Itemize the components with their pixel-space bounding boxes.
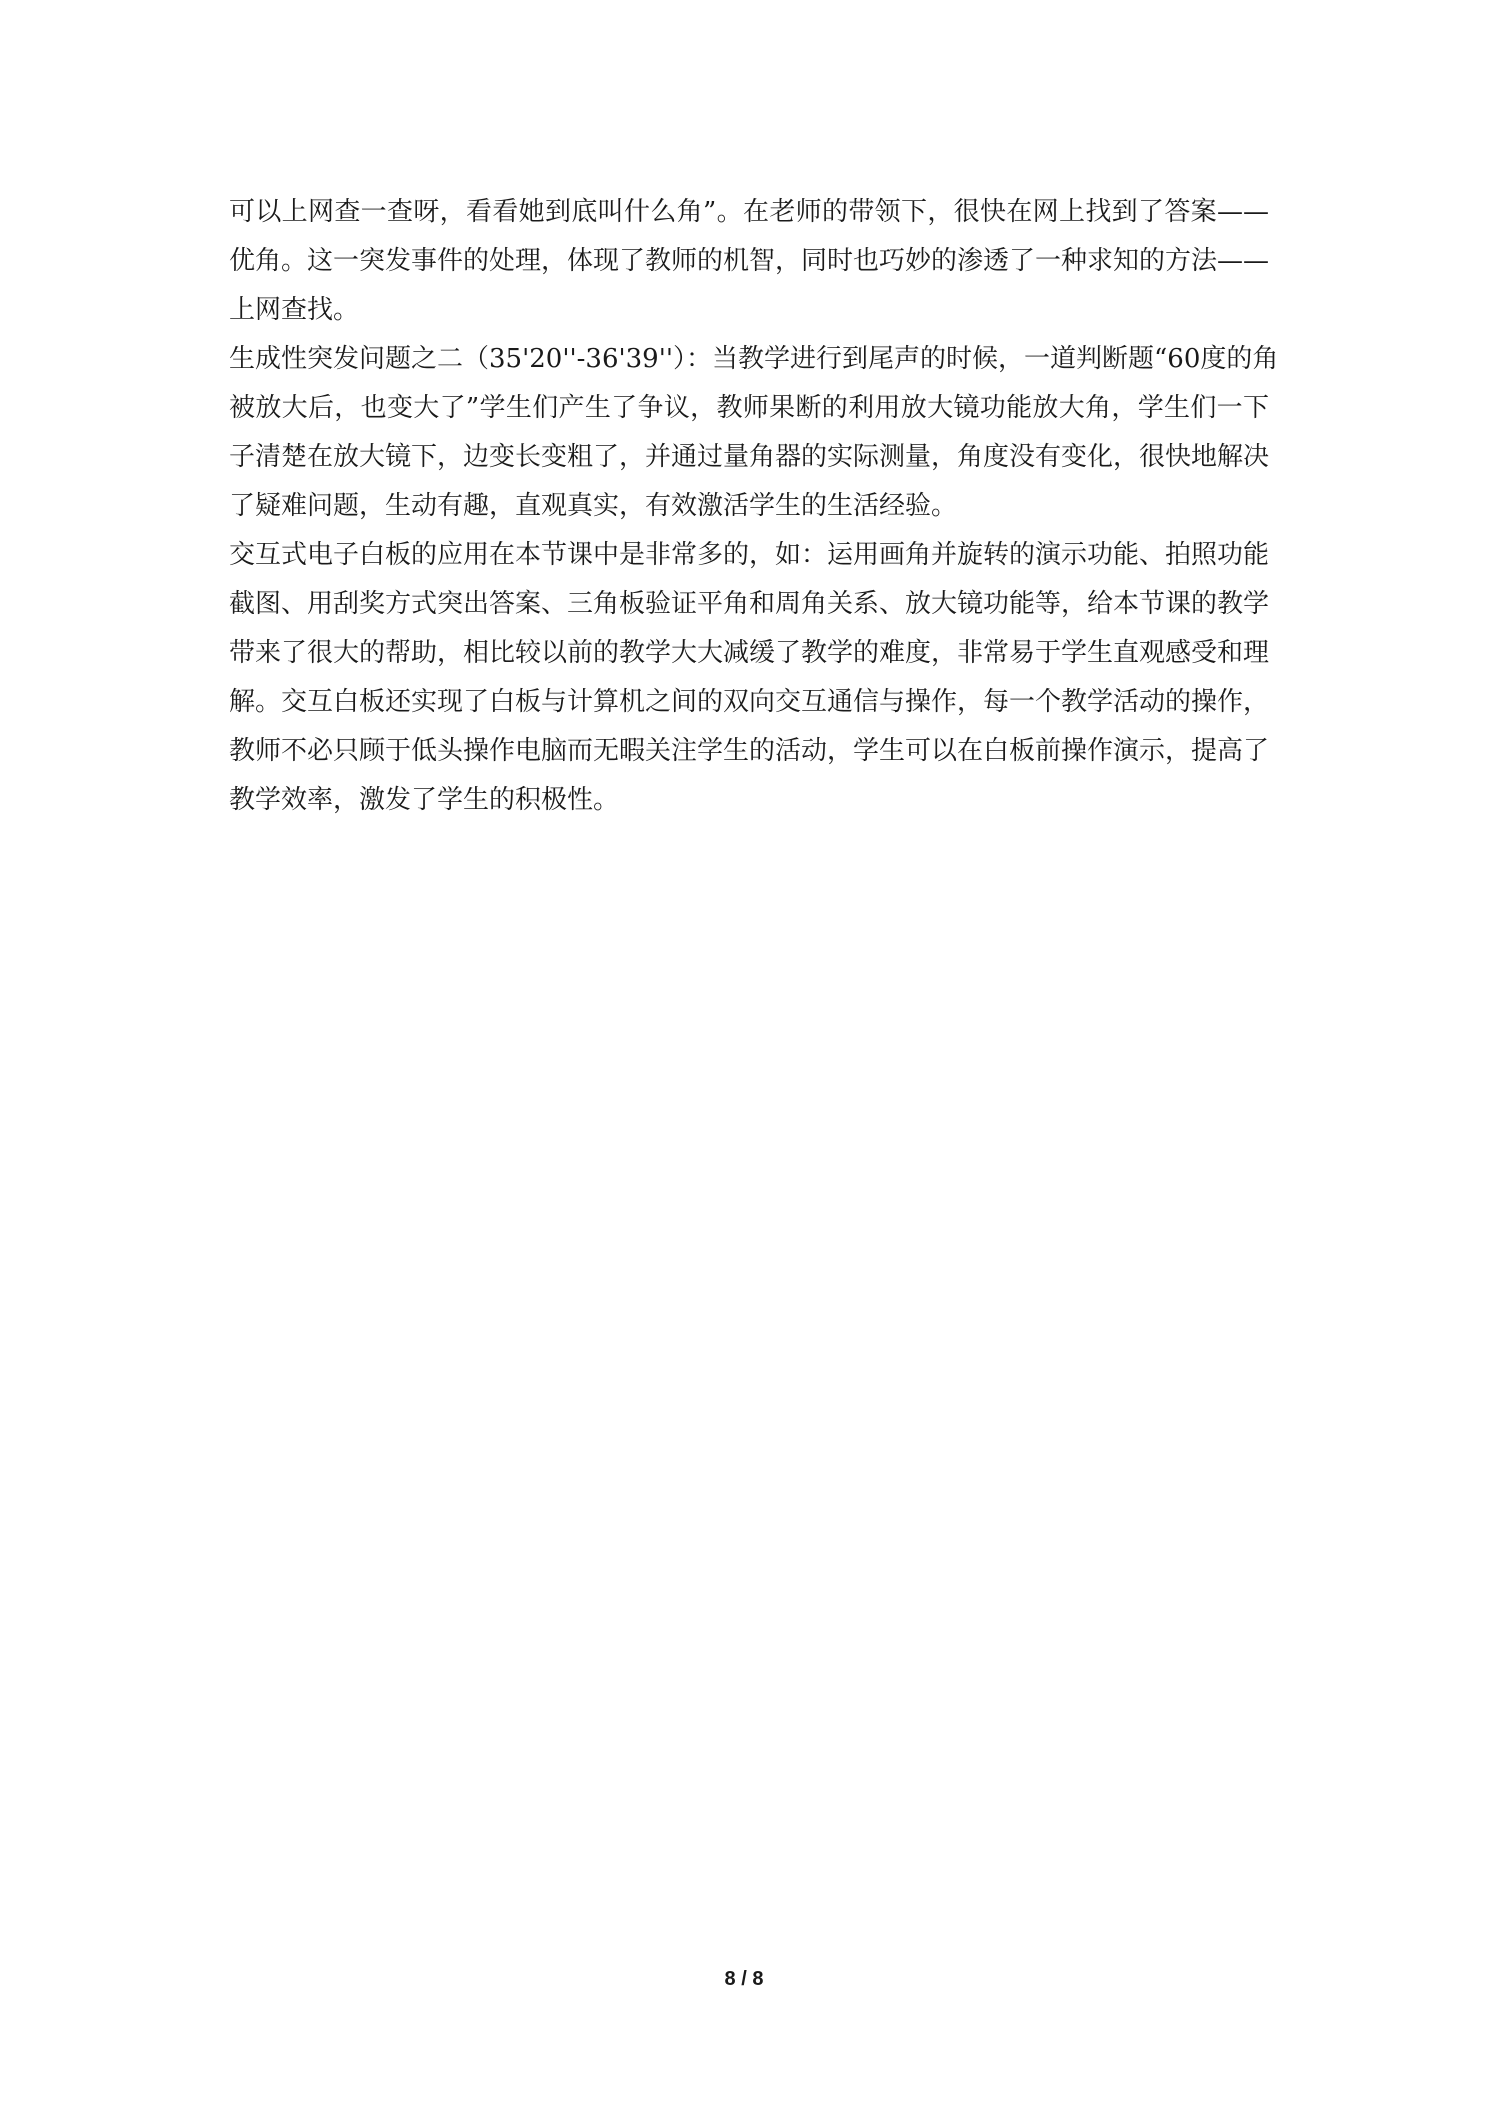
text-line: 教学效率，激发了学生的积极性。 xyxy=(229,785,620,815)
text-line: 教师不必只顾于低头操作电脑而无暇关注学生的活动，学生可以在白板前操作演示，提高了 xyxy=(229,736,1270,766)
page-number: 8 / 8 xyxy=(724,1968,764,1990)
text-line: 截图、用刮奖方式突出答案、三角板验证平角和周角关系、放大镜功能等，给本节课的教学 xyxy=(229,589,1270,619)
document-body xyxy=(229,188,1279,825)
paragraph-3 xyxy=(229,531,1269,825)
text-line: 交互式电子白板的应用在本节课中是非常多的，如：运用画角并旋转的演示功能、拍照功能 xyxy=(229,540,1270,570)
text-line: 解。交互白板还实现了白板与计算机之间的双向交互通信与操作，每一个教学活动的操作， xyxy=(229,687,1270,717)
text-line: 被放大后，也变大了”学生们产生了争议，教师果断的利用放大镜功能放大角，学生们一下 xyxy=(229,393,1269,423)
text-line: 优角。这一突发事件的处理，体现了教师的机智，同时也巧妙的渗透了一种求知的方法—— xyxy=(229,246,1270,276)
text-line: 上网查找。 xyxy=(229,295,360,325)
text-line: 生成性突发问题之二（35'20''-36'39''）：当教学进行到尾声的时候，一道判断题“60度的角 xyxy=(229,344,1279,374)
text-line: 带来了很大的帮助，相比较以前的教学大大减缓了教学的难度，非常易于学生直观感受和理 xyxy=(229,638,1270,668)
text-line: 子清楚在放大镜下，边变长变粗了，并通过量角器的实际测量，角度没有变化，很快地解决 xyxy=(229,442,1270,472)
paragraph-2 xyxy=(229,335,1279,531)
text-line: 可以上网查一查呀，看看她到底叫什么角”。在老师的带领下，很快在网上找到了答案—— xyxy=(229,197,1269,227)
paragraph-1 xyxy=(229,188,1269,335)
text-line: 了疑难问题，生动有趣，直观真实，有效激活学生的生活经验。 xyxy=(229,491,958,521)
